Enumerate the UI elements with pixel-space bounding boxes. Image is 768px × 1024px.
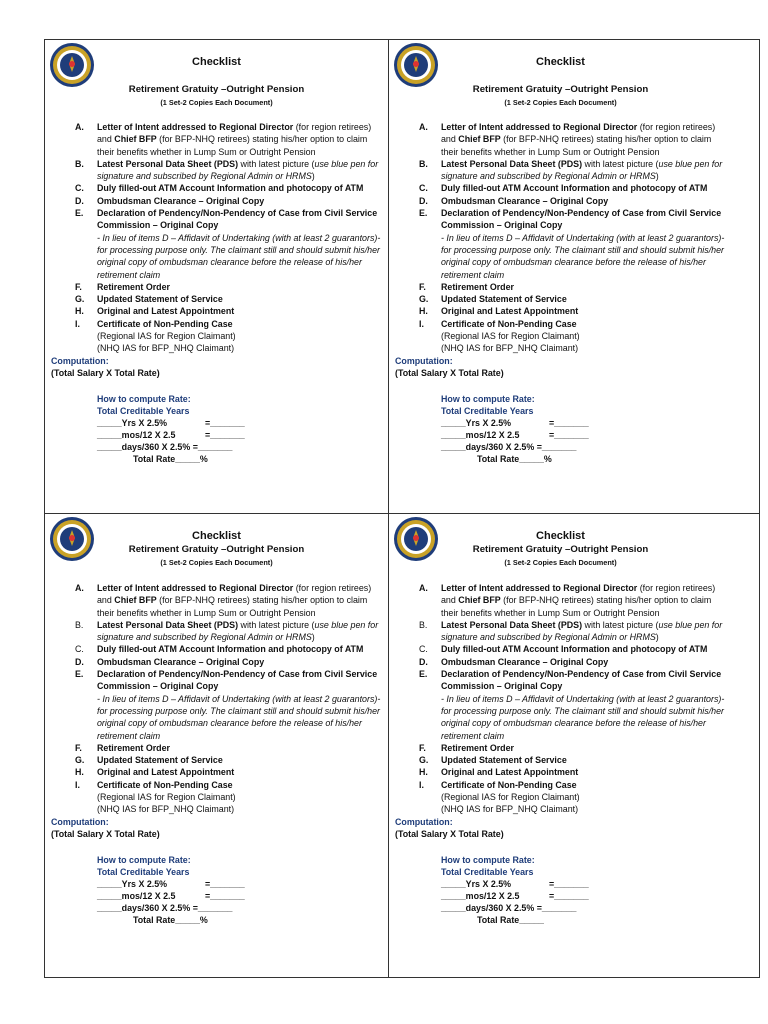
list-item: C. Duly filled-out ATM Account Information and photocopy of ATM — [75, 644, 364, 655]
rate-row-days: _____days/360 X 2.5% =_______ — [97, 902, 233, 913]
checklist-title: Checklist — [192, 56, 241, 68]
creditable-years-heading: Total Creditable Years — [97, 866, 190, 877]
copies-note: (1 Set-2 Copies Each Document) — [504, 558, 617, 567]
creditable-years-heading: Total Creditable Years — [441, 405, 534, 416]
ias-nhq-note: (NHQ IAS for BFP_NHQ Claimant) — [441, 804, 579, 815]
checklist-sheet — [44, 39, 760, 978]
rate-row-years: _____Yrs X 2.5% =_______ — [441, 417, 589, 428]
copies-note: (1 Set-2 Copies Each Document) — [160, 98, 273, 107]
checklist-subtitle: Retirement Gratuity –Outright Pension — [128, 544, 305, 555]
total-rate: Total Rate_____% — [133, 453, 208, 464]
checklist-card — [389, 40, 732, 513]
requirements-list — [45, 582, 388, 926]
list-item: F. Retirement Order — [75, 281, 170, 292]
rate-row-days: _____days/360 X 2.5% =_______ — [97, 441, 233, 452]
ias-region-note: (Regional IAS for Region Claimant) — [441, 331, 580, 342]
requirements-list — [45, 121, 388, 465]
list-item: H. Original and Latest Appointment — [75, 306, 235, 317]
list-item: G. Updated Statement of Service — [75, 294, 223, 305]
list-item: D. Ombudsman Clearance – Original Copy — [419, 195, 609, 206]
how-to-heading: How to compute Rate: — [97, 854, 191, 865]
total-rate: Total Rate_____% — [133, 914, 208, 925]
list-item: F. Retirement Order — [419, 742, 514, 753]
computation-label: Computation: — [51, 816, 109, 827]
how-to-heading: How to compute Rate: — [441, 854, 535, 865]
copies-note: (1 Set-2 Copies Each Document) — [160, 558, 273, 567]
list-item: G. Updated Statement of Service — [419, 294, 567, 305]
list-item: F. Retirement Order — [75, 742, 170, 753]
rate-computation — [97, 393, 388, 465]
computation-formula: (Total Salary X Total Rate) — [395, 828, 504, 839]
checklist-card — [45, 40, 388, 513]
list-item: E. Declaration of Pendency/Non-Pendency of Case from Civil Service Commission – Original Copy — [75, 208, 378, 231]
ias-nhq-note: (NHQ IAS for BFP_NHQ Claimant) — [97, 804, 235, 815]
checklist-card — [389, 514, 732, 987]
list-item: I. Certificate of Non-Pending Case — [419, 779, 577, 790]
list-item: H. Original and Latest Appointment — [75, 767, 235, 778]
rate-row-months: _____mos/12 X 2.5 =_______ — [97, 429, 245, 440]
list-item: C. Duly filled-out ATM Account Information and photocopy of ATM — [419, 183, 708, 194]
lieu-note: - In lieu of items D – Affidavit of Undertaking (with at least 2 guarantors)-for processing purpose only. The claimant still and should submit his/her original copy of ombudsman clearance before the release of his/her retirement claim — [441, 693, 725, 741]
checklist-subtitle: Retirement Gratuity –Outright Pension — [472, 544, 649, 555]
checklist-title: Checklist — [536, 530, 585, 542]
how-to-heading: How to compute Rate: — [97, 393, 191, 404]
checklist-title: Checklist — [192, 530, 241, 542]
rate-computation — [441, 393, 732, 465]
list-item: H. Original and Latest Appointment — [419, 767, 579, 778]
computation-label: Computation: — [395, 355, 453, 366]
computation-label: Computation: — [51, 355, 109, 366]
checklist-subtitle: Retirement Gratuity –Outright Pension — [128, 84, 305, 95]
computation-formula: (Total Salary X Total Rate) — [395, 367, 504, 378]
list-item: A. Letter of Intent addressed to Regional Director (for region retirees) and Chief BFP (for BFP-NHQ retirees) stating his/her option to claim their benefits whether in Lump Sum or Outright Pension — [75, 583, 372, 618]
ias-region-note: (Regional IAS for Region Claimant) — [97, 331, 236, 342]
list-item: I. Certificate of Non-Pending Case — [75, 779, 233, 790]
list-item: F. Retirement Order — [419, 281, 514, 292]
rate-row-days: _____days/360 X 2.5% =_______ — [441, 441, 577, 452]
list-item: D. Ombudsman Clearance – Original Copy — [419, 656, 609, 667]
list-item: E. Declaration of Pendency/Non-Pendency of Case from Civil Service Commission – Original Copy — [419, 669, 722, 692]
lieu-note: - In lieu of items D – Affidavit of Undertaking (with at least 2 guarantors)-for processing purpose only. The claimant still and should submit his/her original copy of ombudsman clearance before the release of his/her retirement claim — [97, 693, 381, 741]
list-item: E. Declaration of Pendency/Non-Pendency of Case from Civil Service Commission – Original Copy — [419, 208, 722, 231]
ias-region-note: (Regional IAS for Region Claimant) — [441, 792, 580, 803]
list-item: G. Updated Statement of Service — [419, 755, 567, 766]
ias-nhq-note: (NHQ IAS for BFP_NHQ Claimant) — [441, 343, 579, 354]
list-item: I. Certificate of Non-Pending Case — [419, 318, 577, 329]
list-item: A. Letter of Intent addressed to Regional Director (for region retirees) and Chief BFP (for BFP-NHQ retirees) stating his/her option to claim their benefits whether in Lump Sum or Outright Pension — [75, 122, 372, 157]
rate-row-months: _____mos/12 X 2.5 =_______ — [441, 429, 589, 440]
rate-row-years: _____Yrs X 2.5% =_______ — [97, 878, 245, 889]
list-item: B. Latest Personal Data Sheet (PDS) with latest picture (use blue pen for signature and subscribed by Regional Admin or HRMS) — [419, 619, 723, 643]
rate-row-months: _____mos/12 X 2.5 =_______ — [97, 890, 245, 901]
total-rate: Total Rate_____ — [477, 914, 544, 925]
rate-computation — [441, 854, 732, 926]
lieu-note: - In lieu of items D – Affidavit of Undertaking (with at least 2 guarantors)-for processing purpose only. The claimant still and should submit his/her original copy of ombudsman clearance before the release of his/her retirement claim — [441, 232, 725, 280]
how-to-heading: How to compute Rate: — [441, 393, 535, 404]
list-item: B. Latest Personal Data Sheet (PDS) with latest picture (use blue pen for signature and subscribed by Regional Admin or HRMS) — [419, 158, 723, 182]
list-item: H. Original and Latest Appointment — [419, 306, 579, 317]
checklist-title: Checklist — [536, 56, 585, 68]
rate-row-months: _____mos/12 X 2.5 =_______ — [441, 890, 589, 901]
creditable-years-heading: Total Creditable Years — [441, 866, 534, 877]
requirements-list — [389, 582, 732, 926]
list-item: B. Latest Personal Data Sheet (PDS) with latest picture (use blue pen for signature and subscribed by Regional Admin or HRMS) — [75, 619, 379, 643]
total-rate: Total Rate_____% — [477, 453, 552, 464]
rate-row-years: _____Yrs X 2.5% =_______ — [97, 417, 245, 428]
lieu-note: - In lieu of items D – Affidavit of Undertaking (with at least 2 guarantors)-for processing purpose only. The claimant still and should submit his/her original copy of ombudsman clearance before the release of his/her retirement claim — [97, 232, 381, 280]
list-item: D. Ombudsman Clearance – Original Copy — [75, 656, 265, 667]
list-item: I. Certificate of Non-Pending Case — [75, 318, 233, 329]
rate-computation — [97, 854, 388, 926]
computation-formula: (Total Salary X Total Rate) — [51, 367, 160, 378]
rate-row-years: _____Yrs X 2.5% =_______ — [441, 878, 589, 889]
list-item: B. Latest Personal Data Sheet (PDS) with latest picture (use blue pen for signature and subscribed by Regional Admin or HRMS) — [75, 158, 379, 182]
copies-note: (1 Set-2 Copies Each Document) — [504, 98, 617, 107]
list-item: C. Duly filled-out ATM Account Information and photocopy of ATM — [419, 644, 708, 655]
list-item: D. Ombudsman Clearance – Original Copy — [75, 195, 265, 206]
list-item: C. Duly filled-out ATM Account Information and photocopy of ATM — [75, 183, 364, 194]
list-item: A. Letter of Intent addressed to Regional Director (for region retirees) and Chief BFP (for BFP-NHQ retirees) stating his/her option to claim their benefits whether in Lump Sum or Outright Pension — [419, 583, 716, 618]
computation-label: Computation: — [395, 816, 453, 827]
ias-region-note: (Regional IAS for Region Claimant) — [97, 792, 236, 803]
ias-nhq-note: (NHQ IAS for BFP_NHQ Claimant) — [97, 343, 235, 354]
list-item: E. Declaration of Pendency/Non-Pendency of Case from Civil Service Commission – Original Copy — [75, 669, 378, 692]
computation-formula: (Total Salary X Total Rate) — [51, 828, 160, 839]
requirements-list — [389, 121, 732, 465]
creditable-years-heading: Total Creditable Years — [97, 405, 190, 416]
list-item: A. Letter of Intent addressed to Regional Director (for region retirees) and Chief BFP (for BFP-NHQ retirees) stating his/her option to claim their benefits whether in Lump Sum or Outright Pension — [419, 122, 716, 157]
checklist-card — [45, 514, 388, 987]
rate-row-days: _____days/360 X 2.5% =_______ — [441, 902, 577, 913]
list-item: G. Updated Statement of Service — [75, 755, 223, 766]
checklist-subtitle: Retirement Gratuity –Outright Pension — [472, 84, 649, 95]
